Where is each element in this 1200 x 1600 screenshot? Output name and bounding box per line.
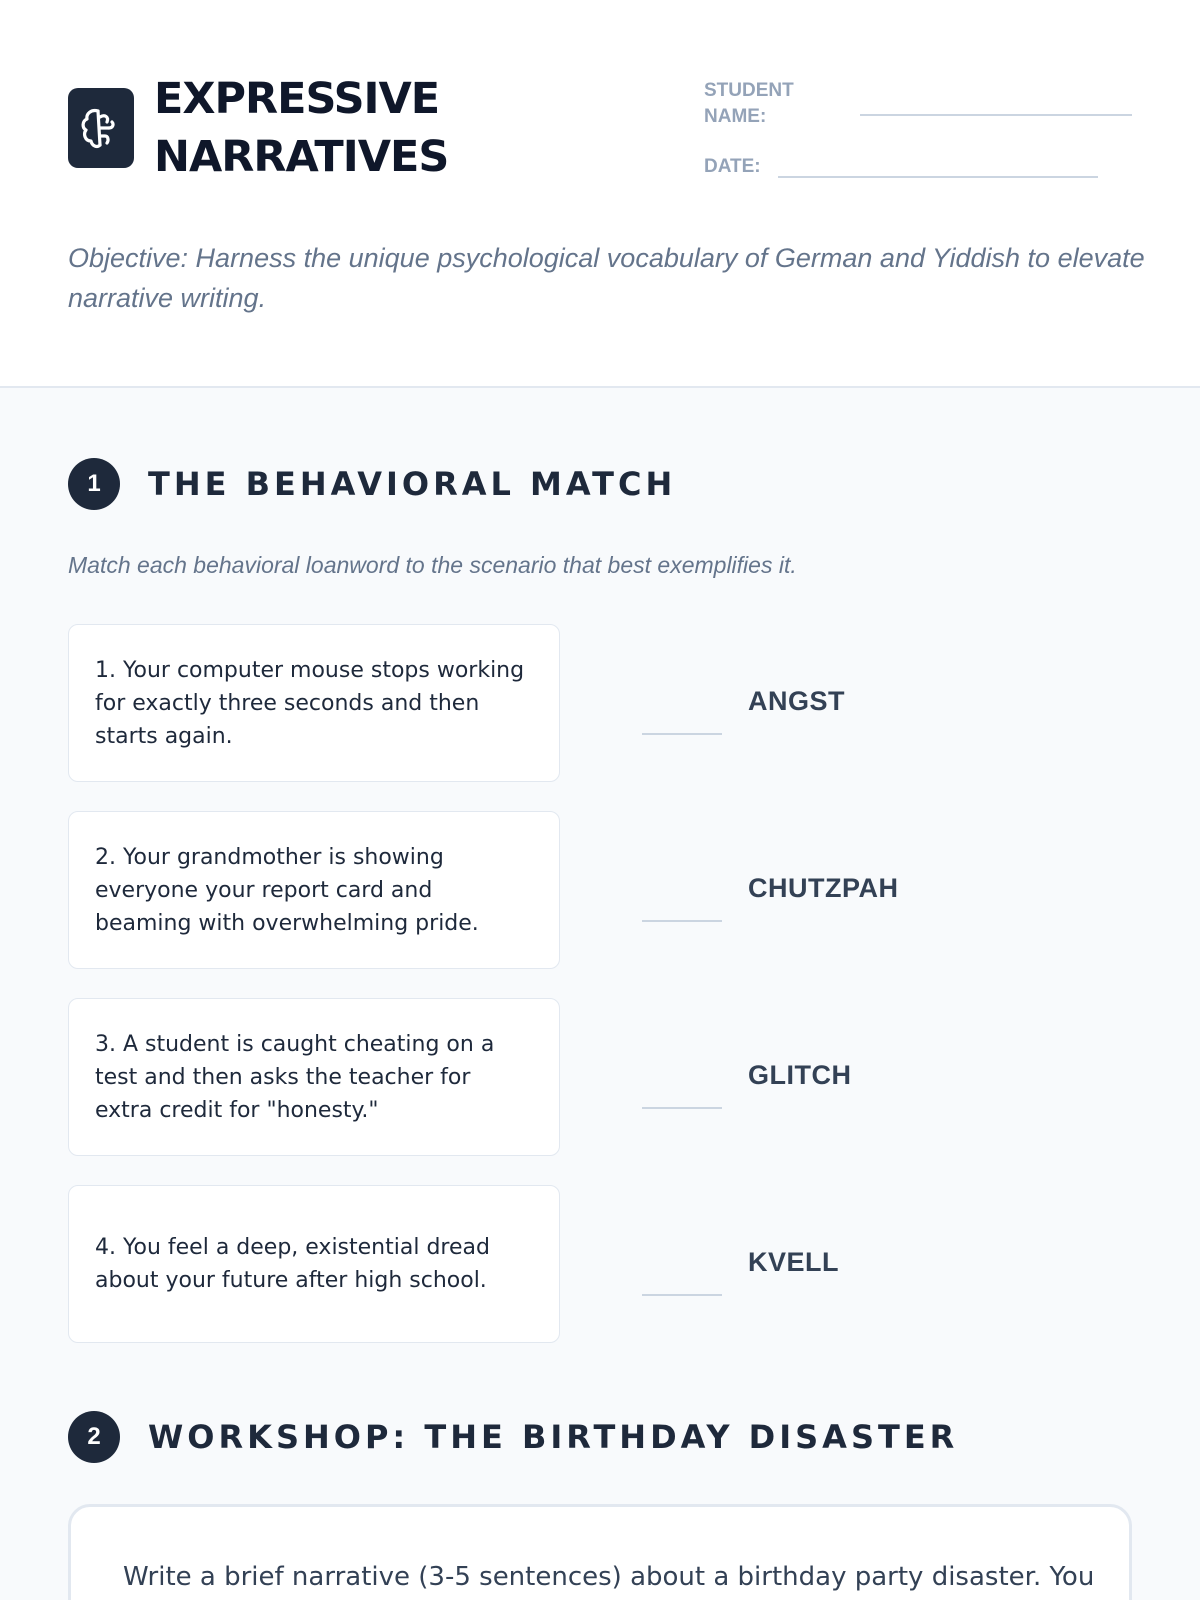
date-row bbox=[704, 140, 1134, 180]
brand bbox=[68, 70, 448, 186]
worksheet-title bbox=[154, 70, 448, 186]
student-fields bbox=[704, 78, 1134, 180]
answer-blank[interactable] bbox=[642, 733, 722, 735]
scenario-card bbox=[68, 811, 560, 969]
date-label: DATE: bbox=[704, 156, 761, 177]
scenario-text: 4. You feel a deep, existential dread about your future after high school. bbox=[95, 1235, 490, 1293]
brain-icon bbox=[68, 88, 134, 168]
title-line-1: EXPRESSIVE bbox=[154, 74, 440, 124]
section-2-number: 2 bbox=[68, 1411, 120, 1463]
scenario-text: 2. Your grandmother is showing everyone your report card and beaming with overwhelming pride. bbox=[95, 844, 479, 936]
match-row bbox=[68, 1185, 1148, 1345]
student-name-label: STUDENT NAME: bbox=[704, 80, 794, 127]
section-1-heading bbox=[68, 458, 676, 510]
workshop-prompt: Write a brief narrative (3-5 sentences) about a birthday party disaster. You bbox=[123, 1562, 1095, 1592]
scenario-card bbox=[68, 1185, 560, 1343]
scenario-text: 3. A student is caught cheating on a test and then asks the teacher for extra credit for "honesty." bbox=[95, 1031, 495, 1123]
term-label: GLITCH bbox=[748, 1060, 852, 1090]
match-row bbox=[68, 998, 1148, 1158]
student-name-row bbox=[704, 78, 1134, 130]
date-field[interactable] bbox=[778, 174, 1098, 178]
scenario-card bbox=[68, 998, 560, 1156]
answer-blank[interactable] bbox=[642, 1107, 722, 1109]
objective-text: Objective: Harness the unique psychological vocabulary of German and Yiddish to elevate narrative writing. bbox=[68, 243, 1145, 313]
student-name-field[interactable] bbox=[860, 112, 1132, 116]
title-line-2: NARRATIVES bbox=[154, 132, 449, 182]
answer-blank[interactable] bbox=[642, 920, 722, 922]
match-list bbox=[68, 624, 1148, 1372]
match-row bbox=[68, 811, 1148, 971]
term-label: ANGST bbox=[748, 686, 845, 716]
workshop-card bbox=[68, 1504, 1132, 1600]
section-2-heading bbox=[68, 1411, 958, 1463]
match-row bbox=[68, 624, 1148, 784]
term-label: CHUTZPAH bbox=[748, 873, 899, 903]
scenario-text: 1. Your computer mouse stops working for exactly three seconds and then starts again. bbox=[95, 657, 525, 749]
section-1-number: 1 bbox=[68, 458, 120, 510]
answer-blank[interactable] bbox=[642, 1294, 722, 1296]
worksheet-header bbox=[0, 0, 1200, 388]
term-label: KVELL bbox=[748, 1247, 840, 1277]
scenario-card bbox=[68, 624, 560, 782]
section-1-title: THE BEHAVIORAL MATCH bbox=[148, 465, 677, 503]
section-2-title: WORKSHOP: THE BIRTHDAY DISASTER bbox=[148, 1418, 959, 1456]
section-1-instructions: Match each behavioral loanword to the scenario that best exemplifies it. bbox=[68, 552, 797, 578]
